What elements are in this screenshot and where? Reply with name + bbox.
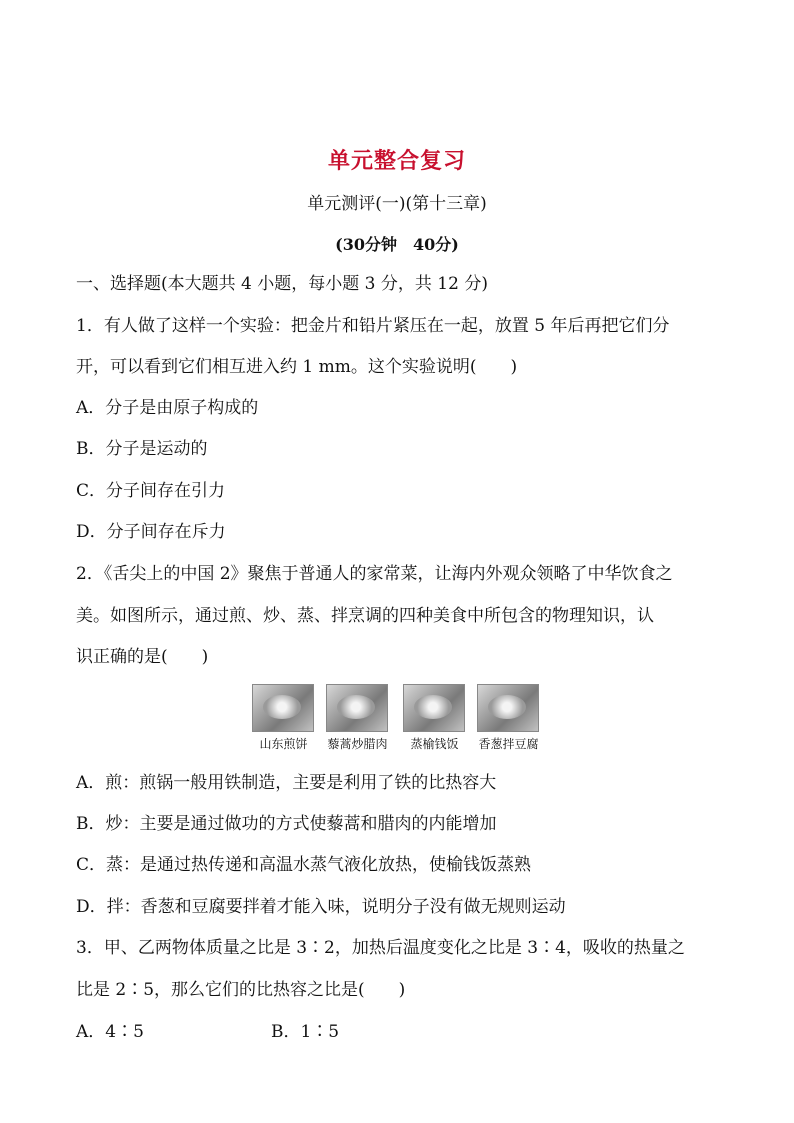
food-photo-icon <box>252 684 314 732</box>
food-item-doufu <box>477 684 539 754</box>
q2-stem-line1: 2．《舌尖上的中国 2》聚焦于普通人的家常菜，让海内外观众领略了中华饮食之 <box>76 564 673 584</box>
food-caption: 山东煎饼 <box>259 737 308 751</box>
q3-option-b: B．1∶5 <box>271 1022 340 1042</box>
food-photo-icon <box>477 684 539 732</box>
q2-stem-line2: 美。如图所示，通过煎、炒、蒸、拌烹调的四种美食中所包含的物理知识，认 <box>76 606 654 626</box>
food-item-jianbing <box>252 684 314 754</box>
food-item-chaolarou <box>326 684 388 754</box>
q3-option-a: A．4∶5 <box>76 1022 144 1042</box>
time-score-info: (30分钟 40分) <box>335 235 459 254</box>
q1-option-a: A．分子是由原子构成的 <box>76 398 259 418</box>
q3-stem-line2: 比是 2∶5，那么它们的比热容之比是( ) <box>76 980 406 1000</box>
q2-option-a: A．煎：煎锅一般用铁制造，主要是利用了铁的比热容大 <box>76 773 497 793</box>
q3-stem-line1: 3．甲、乙两物体质量之比是 3∶2，加热后温度变化之比是 3∶4，吸收的热量之 <box>76 938 685 958</box>
q2-option-b: B．炒：主要是通过做功的方式使藜蒿和腊肉的内能增加 <box>76 814 497 834</box>
food-photo-icon <box>326 684 388 732</box>
page-subtitle: 单元测评(一)(第十三章) <box>307 194 487 214</box>
q1-option-c: C．分子间存在引力 <box>76 481 226 501</box>
q1-option-d: D．分子间存在斥力 <box>76 522 226 542</box>
food-caption: 香葱拌豆腐 <box>478 737 539 751</box>
q2-stem-line3: 识正确的是( ) <box>76 647 209 667</box>
q2-option-d: D．拌：香葱和豆腐要拌着才能入味，说明分子没有做无规则运动 <box>76 897 566 917</box>
food-caption: 藜蒿炒腊肉 <box>327 737 388 751</box>
q1-stem-line2: 开，可以看到它们相互进入约 1 mm。这个实验说明( ) <box>76 357 518 377</box>
q1-stem-line1: 1．有人做了这样一个实验：把金片和铅片紧压在一起，放置 5 年后再把它们分 <box>76 316 670 336</box>
section-heading: 一、选择题(本大题共 4 小题，每小题 3 分，共 12 分) <box>76 274 488 294</box>
food-item-yuqianfan <box>403 684 465 754</box>
food-image-strip <box>252 684 552 754</box>
food-photo-icon <box>403 684 465 732</box>
q1-option-b: B．分子是运动的 <box>76 439 208 459</box>
food-caption: 蒸榆钱饭 <box>410 737 459 751</box>
q2-option-c: C．蒸：是通过热传递和高温水蒸气液化放热，使榆钱饭蒸熟 <box>76 855 532 875</box>
page-title: 单元整合复习 <box>327 149 466 174</box>
